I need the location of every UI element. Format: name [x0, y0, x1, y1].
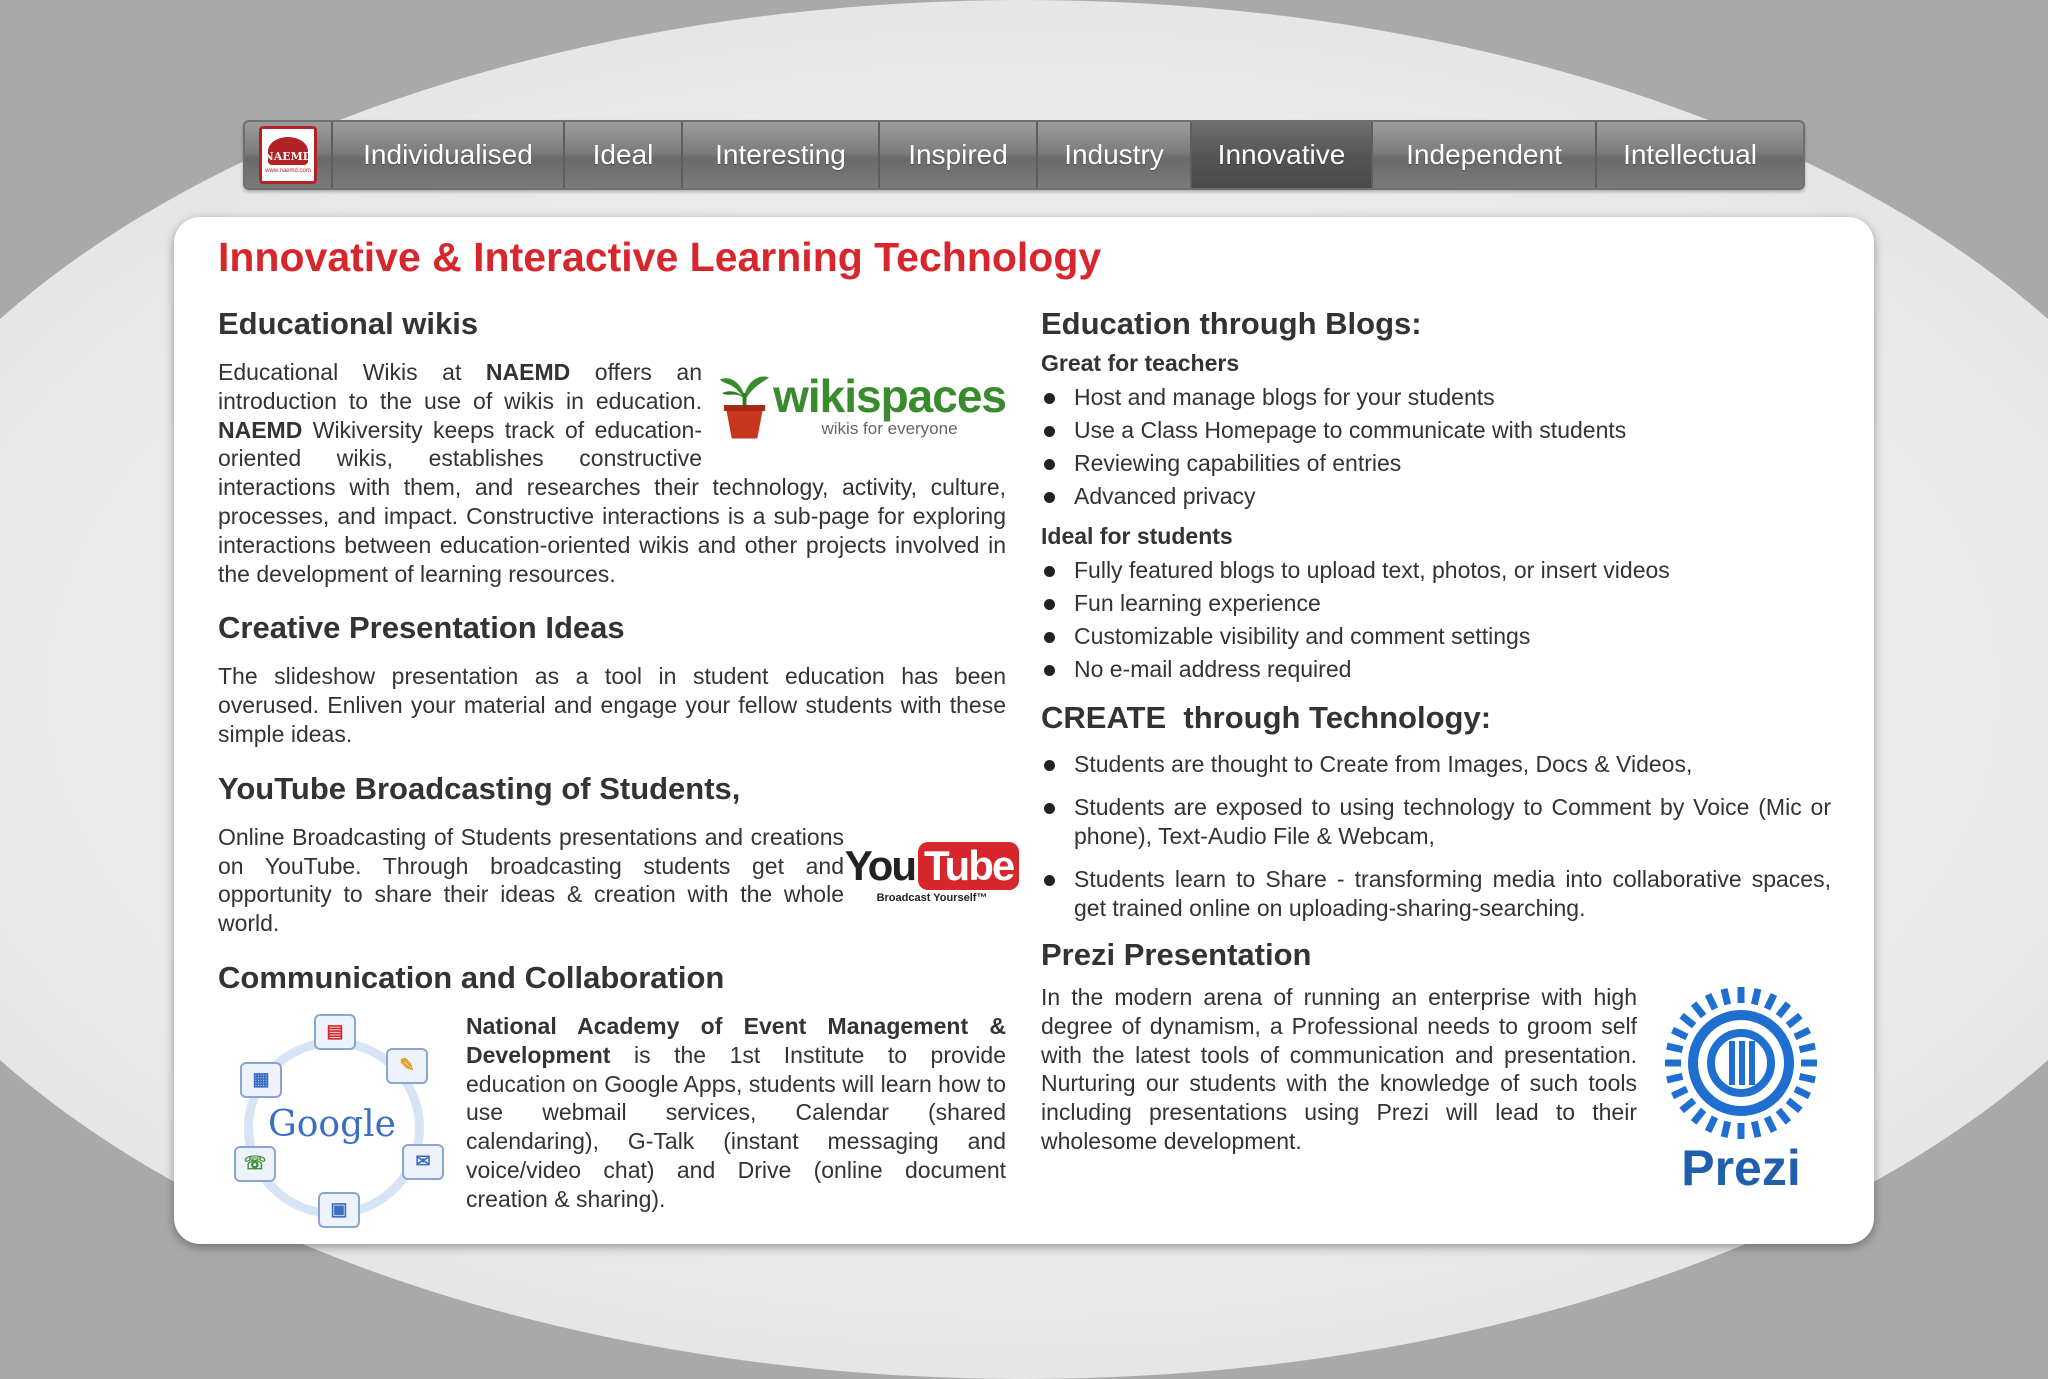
logo-subtext: www.naemd.com	[265, 167, 311, 174]
prezi-ray	[1799, 1046, 1815, 1050]
create-section	[1041, 700, 1831, 923]
prezi-ray	[1799, 1076, 1815, 1080]
youtube-tube: Tube	[918, 842, 1019, 890]
create-list	[1041, 750, 1831, 923]
page-title: Innovative & Interactive Learning Technology	[218, 234, 1102, 280]
wikis-text-d: NAEMD	[218, 416, 303, 443]
presentation-section	[218, 610, 1006, 748]
list-item: Students are exposed to using technology to Comment by Voice (Mic or phone), Text-Audio File & Webcam,	[1041, 793, 1831, 851]
communication-bold-text: National Academy of Event Management & Development	[466, 1012, 1006, 1068]
list-item: Fun learning experience	[1041, 587, 1831, 620]
presentation-text: The slideshow presentation as a tool in student education has been overused. Enliven your material and engage your fellow students with these simple ideas.	[218, 663, 1006, 747]
prezi-ray	[1754, 1121, 1758, 1137]
communication-section	[218, 960, 1006, 1238]
youtube-heading: YouTube Broadcasting of Students,	[218, 770, 741, 806]
prezi-ray	[1673, 1030, 1687, 1037]
prezi-ray	[1667, 1076, 1683, 1080]
top-navigation	[243, 120, 1805, 190]
presentation-heading: Creative Presentation Ideas	[218, 610, 625, 646]
youtube-wordmark	[845, 842, 1019, 890]
naemd-logo-badge	[259, 126, 317, 184]
prezi-ray	[1778, 1004, 1788, 1017]
plant-pot-icon	[716, 371, 773, 441]
create-heading: CREATE through Technology:	[1041, 700, 1492, 735]
communication-heading: Communication and Collaboration	[218, 959, 725, 995]
youtube-text: Online Broadcasting of Students presentations and creations on YouTube. Through broadcasting students get and opportunity to share their ideas & creation with the whole world.	[218, 823, 844, 937]
prezi-ray	[1682, 1016, 1695, 1026]
prezi-ray	[1667, 1046, 1683, 1050]
youtube-logo	[844, 825, 1014, 921]
wikispaces-tagline: wikis for everyone	[821, 419, 958, 438]
teachers-list	[1041, 381, 1831, 513]
prezi-ray	[1778, 1110, 1788, 1123]
naemd-logo[interactable]	[245, 122, 333, 188]
list-item: Advanced privacy	[1041, 480, 1831, 513]
nav-item-innovative[interactable]: Innovative	[1192, 122, 1373, 188]
blogs-heading: Education through Blogs:	[1041, 306, 1422, 341]
list-item: Students learn to Share - transforming media into collaborative spaces, get trained online on uploading-sharing-searching.	[1041, 865, 1831, 923]
prezi-ray	[1708, 1117, 1715, 1131]
wikis-heading: Educational wikis	[218, 306, 479, 341]
blogs-section	[1041, 306, 1831, 686]
youtube-tagline: Broadcast Yourself™	[876, 891, 988, 904]
list-item: No e-mail address required	[1041, 653, 1831, 686]
prezi-ray	[1788, 1100, 1801, 1110]
prezi-circle-icon	[1661, 983, 1821, 1143]
list-item: Host and manage blogs for your students	[1041, 381, 1831, 414]
nav-item-individualised[interactable]: Individualised	[333, 122, 565, 188]
nav-item-intellectual[interactable]: Intellectual	[1623, 139, 1757, 170]
wikispaces-word: wikispaces	[773, 370, 1006, 422]
prezi-ray	[1694, 1004, 1704, 1017]
nav-item-industry[interactable]: Industry	[1038, 122, 1192, 188]
wikispaces-wordmark	[773, 370, 1006, 439]
prezi-ray	[1724, 989, 1728, 1005]
prezi-ray	[1724, 1121, 1728, 1137]
list-item: Fully featured blogs to upload text, photos, or insert videos	[1041, 554, 1831, 587]
prezi-logo	[1651, 983, 1831, 1203]
wikispaces-logo	[716, 360, 1006, 452]
list-item: Students are thought to Create from Images, Docs & Videos,	[1041, 750, 1831, 779]
prezi-ray	[1767, 995, 1774, 1009]
logo-text: NAEMD	[268, 137, 308, 165]
prezi-text: In the modern arena of running an enterprise with high degree of dynamism, a Professional needs to groom self with the latest tools of communication and presentation. Nurturing our students with the knowledge of such tools including presentations using Prezi will lead to their wholesome development.	[1041, 984, 1637, 1154]
google-word: Google	[268, 1103, 396, 1145]
prezi-section	[1041, 937, 1831, 1196]
prezi-ray	[1788, 1016, 1801, 1026]
students-subheading: Ideal for students	[1041, 523, 1233, 549]
prezi-ray	[1673, 1089, 1687, 1096]
calendar-icon: ▤	[314, 1014, 356, 1050]
wikis-text-c: offers an introduction to the use of wikis in education.	[218, 359, 702, 414]
prezi-ray	[1754, 989, 1758, 1005]
list-item: Use a Class Homepage to communicate with students	[1041, 414, 1831, 447]
video-icon: ▣	[318, 1192, 360, 1228]
nav-item-interesting[interactable]: Interesting	[683, 122, 880, 188]
nav-item-independent[interactable]: Independent	[1373, 122, 1597, 188]
gmail-icon: ✉	[402, 1144, 444, 1180]
left-column	[218, 306, 1014, 1260]
list-item: Reviewing capabilities of entries	[1041, 447, 1831, 480]
prezi-ray	[1694, 1110, 1704, 1123]
youtube-you: You	[844, 841, 915, 889]
prezi-ray	[1708, 995, 1715, 1009]
prezi-ray	[1795, 1030, 1809, 1037]
prezi-ray	[1682, 1100, 1695, 1110]
google-apps-logo	[218, 1012, 452, 1238]
prezi-heading: Prezi Presentation	[1041, 937, 1312, 972]
wikis-text-b: NAEMD	[485, 359, 571, 385]
prezi-ray	[1767, 1117, 1774, 1131]
students-list	[1041, 554, 1831, 686]
prezi-wordmark: Prezi	[1681, 1140, 1801, 1196]
right-column	[1041, 306, 1831, 1203]
docs-icon: ✎	[386, 1048, 428, 1084]
wikis-section	[218, 306, 1006, 588]
talk-icon: ☏	[234, 1146, 276, 1182]
prezi-ray	[1795, 1089, 1809, 1096]
wikis-text-e: Wikiversity keeps track of education-oriented wikis, establishes constructive interactions with them, and researches their technology, activity, culture, processes, and impact. Constructive interactions is a sub-page for exploring interactions between education-oriented wikis and other projects involved in the development of learning resources.	[218, 416, 1006, 587]
teachers-subheading: Great for teachers	[1041, 350, 1240, 376]
youtube-section	[218, 770, 1014, 938]
wikis-text-a: Educational Wikis at	[218, 359, 486, 385]
sites-icon: ▦	[240, 1062, 282, 1098]
nav-item-inspired[interactable]: Inspired	[880, 122, 1038, 188]
communication-rest-text: is the 1st Institute to provide education on Google Apps, students will learn how to use webmail services, Calendar (shared calendaring), G-Talk (instant messaging and voice/video chat) and Drive (online document creation & sharing).	[466, 1041, 1006, 1212]
nav-item-ideal[interactable]: Ideal	[565, 122, 683, 188]
list-item: Customizable visibility and comment settings	[1041, 620, 1831, 653]
